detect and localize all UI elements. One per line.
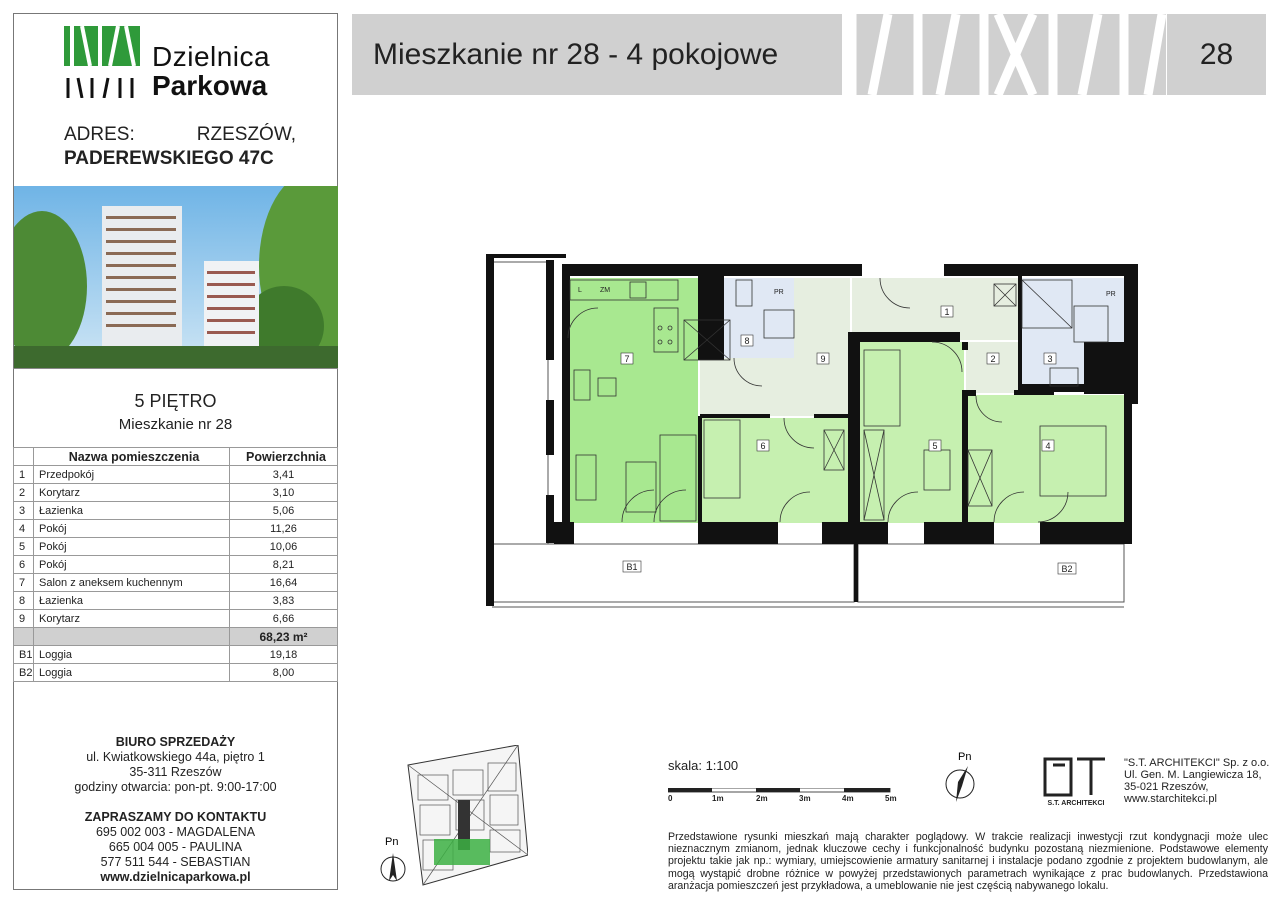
sales-address: ul. Kwiatkowskiego 44a, piętro 1 [86, 750, 265, 764]
contact-title: ZAPRASZAMY DO KONTAKTU [84, 810, 267, 824]
room-area: 3,41 [230, 466, 338, 484]
corridor-2-fill [966, 342, 1018, 393]
room-area: 3,10 [230, 484, 338, 502]
room-name: Pokój [34, 538, 230, 556]
room-number: 8 [14, 592, 34, 610]
website-link[interactable]: www.dzielnicaparkowa.pl [100, 870, 251, 884]
contact-phone: 577 511 544 - SEBASTIAN [100, 855, 251, 869]
room-number: 6 [14, 556, 34, 574]
room-number: 5 [14, 538, 34, 556]
table-row [14, 538, 338, 556]
architect-logo-caption: S.T. ARCHITEKCI [1047, 800, 1105, 807]
scale-tick: 2m [756, 794, 768, 803]
loggia-b1 [492, 544, 854, 602]
room-label-3: 3 [1047, 354, 1053, 364]
room-number: B1 [14, 646, 34, 664]
room-number: 2 [14, 484, 34, 502]
total-area: 68,23 m² [230, 628, 338, 646]
room-label-8: 8 [744, 336, 750, 346]
room-name: Korytarz [34, 610, 230, 628]
room-number: 7 [14, 574, 34, 592]
table-row [14, 520, 338, 538]
north-label: Pn [958, 751, 972, 763]
scale-tick: 3m [799, 794, 811, 803]
brand-name-line2: Parkowa [152, 70, 268, 101]
room-area: 16,64 [230, 574, 338, 592]
room-name: Loggia [34, 646, 230, 664]
room-area: 5,06 [230, 502, 338, 520]
disclaimer-text: Przedstawione rysunki mieszkań mają charakter poglądowy. W trakcie realizacji inwestycji rzut kondygnacji może ulec nieznacznym zmianom, jednak kluczowe cechy i funkcjonalność budynku pozostaną niezmienione. Podstawowe elementy projektu takie jak np.: wymiary, umiejscowienie armatury sanitarnej i instalacje podano zgodnie z projektem budowlanym, ale mogą wystąpić drobne różnice w powyżej przedstawionych parametrach wynikające z prac budowlanych. Przedstawiona aranżacja pomieszczeń jest przykładowa, a umeblowanie nie jest częścią nabywanego lokalu. [668, 831, 1268, 892]
room-number: 9 [14, 610, 34, 628]
contact-phone: 695 002 003 - MAGDALENA [95, 825, 256, 839]
architect-website[interactable]: www.starchitekci.pl [1124, 793, 1217, 805]
architect-name: "S.T. ARCHITEKCI" Sp. z o.o. [1124, 757, 1270, 769]
divider [13, 368, 338, 369]
fixture-label-pr: PR [774, 289, 784, 296]
room-number: 4 [14, 520, 34, 538]
architect-info [1124, 757, 1269, 805]
building-render-image [14, 186, 338, 368]
brand-name-line1: Dzielnica [152, 41, 271, 72]
floor-label: 5 PIĘTRO [134, 391, 217, 411]
fixture-label-l: L [578, 287, 582, 294]
table-row [14, 592, 338, 610]
table-row [14, 664, 338, 682]
room-number: 3 [14, 502, 34, 520]
room-area: 10,06 [230, 538, 338, 556]
architect-street: Ul. Gen. M. Langiewicza 18, [1124, 769, 1262, 781]
table-row [14, 610, 338, 628]
contact-phone: 665 004 005 - PAULINA [108, 840, 243, 854]
room-label-4: 4 [1045, 441, 1051, 451]
scale-label: skala: 1:100 [668, 758, 739, 773]
room-area: 8,00 [230, 664, 338, 682]
room-name: Łazienka [34, 592, 230, 610]
corridor-1-fill [852, 278, 1018, 340]
scale-tick: 0 [668, 794, 673, 803]
room-label-1: 1 [944, 307, 950, 317]
room-area: 11,26 [230, 520, 338, 538]
table-row [14, 574, 338, 592]
scale-tick: 5m [885, 794, 897, 803]
room-area-table [13, 447, 338, 682]
scale-tick: 1m [712, 794, 724, 803]
north-label: Pn [385, 836, 399, 848]
sales-postcode: 35-311 Rzeszów [129, 765, 222, 779]
sales-title: BIURO SPRZEDAŻY [115, 735, 236, 749]
north-arrow-icon [378, 835, 408, 885]
sales-hours: godziny otwarcia: pon-pt. 9:00-17:00 [74, 780, 277, 794]
table-header-num [14, 448, 34, 466]
room-area: 19,18 [230, 646, 338, 664]
table-row [14, 502, 338, 520]
loggia-b2 [858, 544, 1124, 602]
decorative-stripes [848, 14, 1166, 95]
address-city: RZESZÓW, [196, 124, 296, 145]
table-header-area: Powierzchnia [230, 448, 338, 466]
total-row [14, 628, 338, 646]
room-number: 1 [14, 466, 34, 484]
table-header-row [14, 448, 338, 466]
room-5-fill [860, 342, 964, 523]
apartment-number: 28 [1199, 38, 1234, 71]
room-name: Korytarz [34, 484, 230, 502]
address-line1 [64, 124, 296, 146]
table-row [14, 484, 338, 502]
room-label-7: 7 [624, 354, 630, 364]
room-number: B2 [14, 664, 34, 682]
apartment-label: Mieszkanie nr 28 [118, 416, 233, 433]
page-title: Mieszkanie nr 28 - 4 pokojowe [373, 38, 779, 71]
scale-tick: 4m [842, 794, 854, 803]
table-header-name: Nazwa pomieszczenia [34, 448, 230, 466]
floor-plan [484, 250, 1139, 610]
room-label-b2: B2 [1061, 564, 1073, 574]
room-name: Pokój [34, 520, 230, 538]
contact-info [13, 810, 338, 885]
room-label-2: 2 [990, 354, 996, 364]
room-7-fill [568, 278, 698, 523]
room-name: Salon z aneksem kuchennym [34, 574, 230, 592]
room-label-5: 5 [932, 441, 938, 451]
sales-office [13, 735, 338, 795]
room-label-9: 9 [820, 354, 826, 364]
room-name: Pokój [34, 556, 230, 574]
address-label: ADRES: [64, 124, 135, 145]
room-name: Łazienka [34, 502, 230, 520]
scale-bar [668, 788, 898, 808]
room-label-b1: B1 [626, 562, 638, 572]
room-area: 3,83 [230, 592, 338, 610]
fixture-label-zm: ZM [600, 287, 611, 294]
room-area: 6,66 [230, 610, 338, 628]
address-street: PADEREWSKIEGO 47C [64, 148, 274, 169]
room-label-6: 6 [760, 441, 766, 451]
architect-city: 35-021 Rzeszów, [1124, 781, 1209, 793]
room-area: 8,21 [230, 556, 338, 574]
room-name: Loggia [34, 664, 230, 682]
room-4-fill [966, 395, 1124, 523]
fixture-label-pr: PR [1106, 291, 1116, 298]
table-row [14, 466, 338, 484]
table-row [14, 646, 338, 664]
table-row [14, 556, 338, 574]
north-arrow-icon [940, 750, 980, 805]
room-name: Przedpokój [34, 466, 230, 484]
